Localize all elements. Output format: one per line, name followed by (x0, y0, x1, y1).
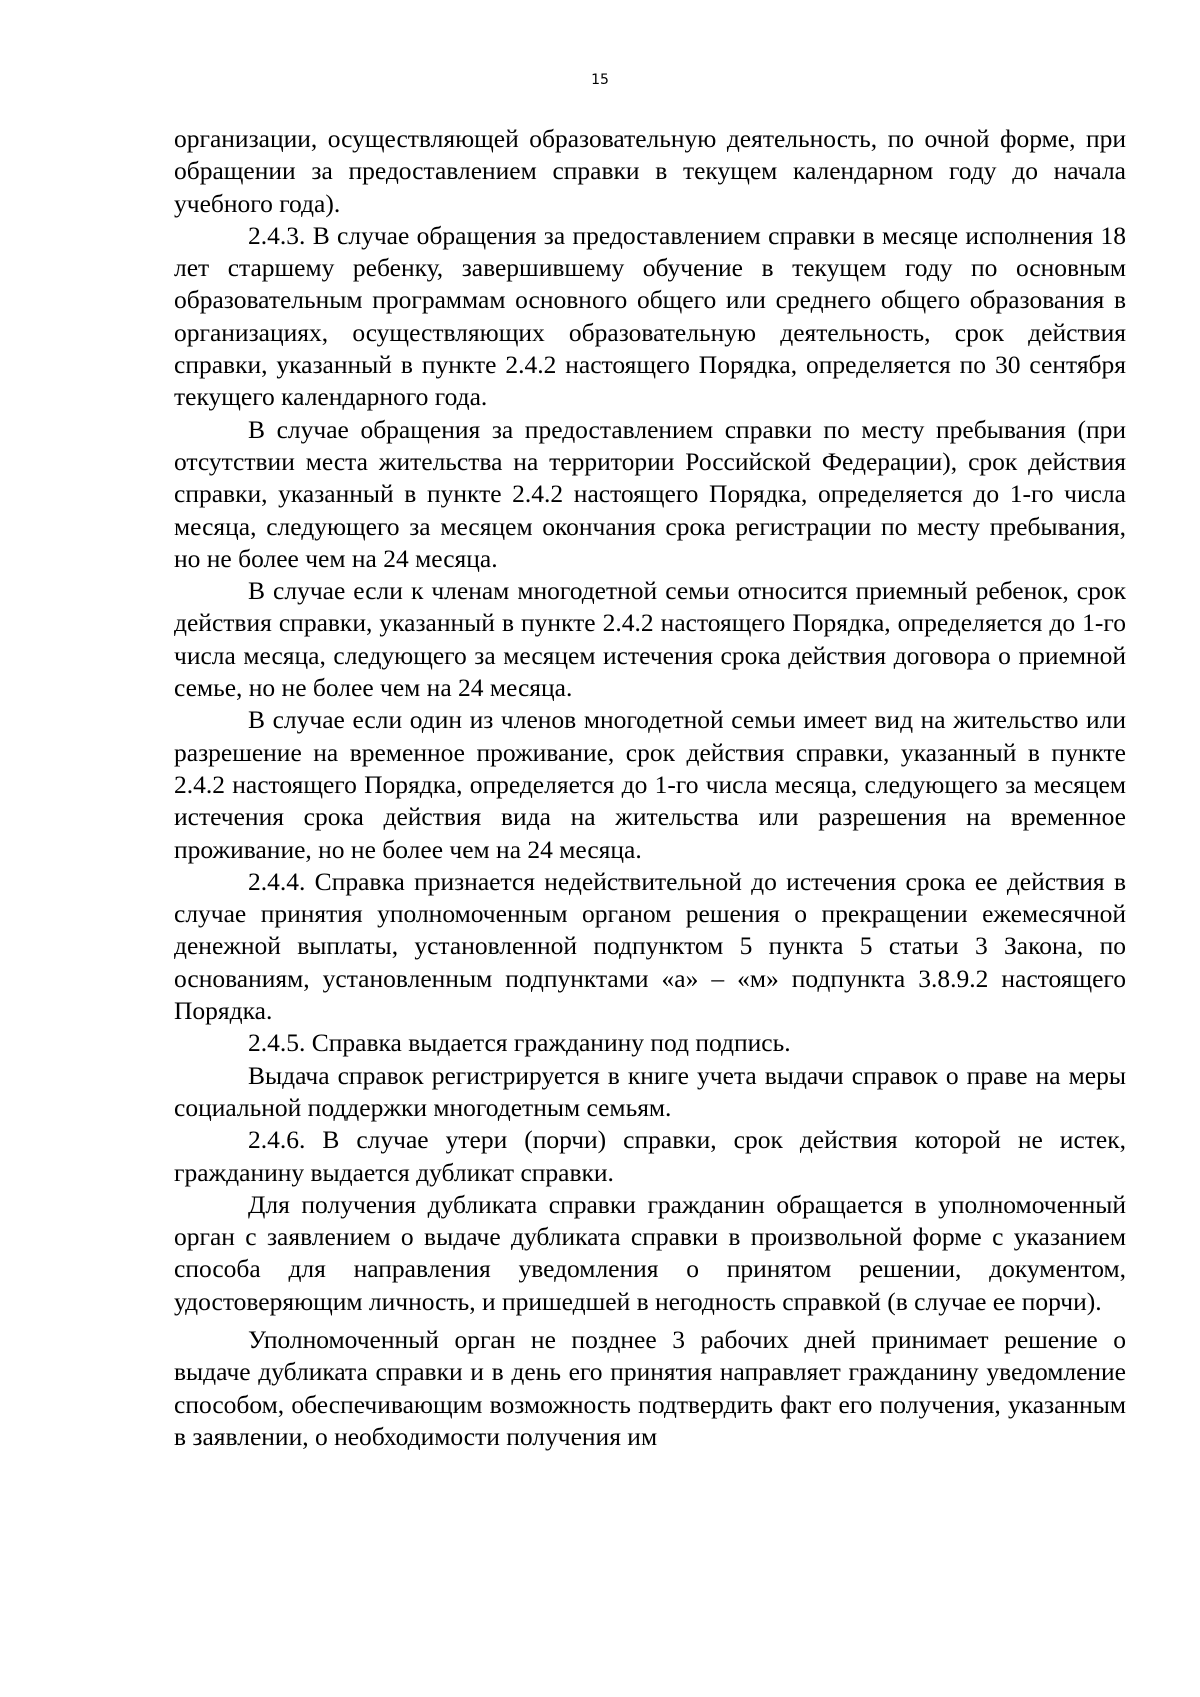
page-number: 15 (591, 72, 609, 88)
paragraph: 2.4.6. В случае утери (порчи) справки, срок действия которой не истек, гражданину выдается дубликат справки. (174, 1125, 1126, 1187)
paragraph: Выдача справок регистрируется в книге учета выдачи справок о праве на меры социальной поддержки многодетным семьям. (174, 1060, 1126, 1122)
paragraph: организации, осуществляющей образовательную деятельность, по очной форме, при обращении за предоставлением справки в текущем календарном году до начала учебного года). (174, 124, 1126, 218)
paragraph: Уполномоченный орган не позднее 3 рабочих дней принимает решение о выдаче дубликата справки и в день его принятия направляет гражданину уведомление способом, обеспечивающим возможность подтвердить факт его получения, указанным в заявлении, о необходимости получения им (174, 1324, 1126, 1451)
document-body (174, 123, 1126, 1453)
paragraph: 2.4.4. Справка признается недействительной до истечения срока ее действия в случае принятия уполномоченным органом решения о прекращении ежемесячной денежной выплаты, установленной подпунктом 5 пункта 5 статьи 3 Закона, по основаниям, установленным подпунктами «а» – «м» подпункта 3.8.9.2 настоящего Порядка. (174, 866, 1126, 1026)
paragraph: 2.4.3. В случае обращения за предоставлением справки в месяце исполнения 18 лет старшему ребенку, завершившему обучение в текущем году по основным образовательным программам основного общего или среднего общего образования в организациях, осуществляющих образовательную деятельность, срок действия справки, указанный в пункте 2.4.2 настоящего Порядка, определяется по 30 сентября текущего календарного года. (174, 220, 1126, 412)
paragraph: В случае если один из членов многодетной семьи имеет вид на жительство или разрешение на временное проживание, срок действия справки, указанный в пункте 2.4.2 настоящего Порядка, определяется до 1-го числа месяца, следующего за месяцем истечения срока действия вида на жительства или разрешения на временное проживание, но не более чем на 24 месяца. (174, 705, 1126, 864)
paragraph: В случае если к членам многодетной семьи относится приемный ребенок, срок действия справки, указанный в пункте 2.4.2 настоящего Порядка, определяется до 1-го числа месяца, следующего за месяцем истечения срока действия договора о приемной семье, но не более чем на 24 месяца. (174, 576, 1126, 703)
paragraph: Для получения дубликата справки гражданин обращается в уполномоченный орган с заявлением о выдаче дубликата справки в произвольной форме с указанием способа для направления уведомления о принятом решении, документом, удостоверяющим личность, и пришедшей в негодность справкой (в случае ее порчи). (174, 1189, 1126, 1316)
paragraph: В случае обращения за предоставлением справки по месту пребывания (при отсутствии места жительства на территории Российской Федерации), срок действия справки, указанный в пункте 2.4.2 настоящего Порядка, определяется до 1-го числа месяца, следующего за месяцем окончания срока регистрации по месту пребывания, но не более чем на 24 месяца. (174, 414, 1126, 573)
paragraph: 2.4.5. Справка выдается гражданину под подпись. (248, 1028, 791, 1058)
